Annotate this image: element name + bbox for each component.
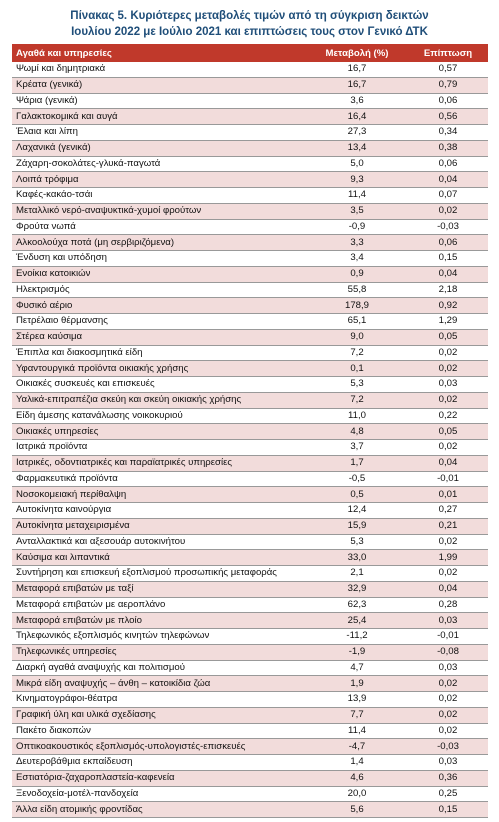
row-item-name: Άλλα είδη ατομικής φροντίδας xyxy=(12,802,306,818)
row-impact: 0,02 xyxy=(408,676,488,692)
row-item-name: Μεταφορά επιβατών με πλοίο xyxy=(12,613,306,629)
row-change-pct: 3,7 xyxy=(306,440,408,456)
row-item-name: Ενοίκια κατοικιών xyxy=(12,266,306,282)
row-item-name: Καύσιμα και λιπαντικά xyxy=(12,550,306,566)
table-title xyxy=(0,8,499,40)
price-changes-table xyxy=(12,44,488,818)
row-item-name: Δευτεροβάθμια εκπαίδευση xyxy=(12,755,306,771)
row-change-pct: 7,2 xyxy=(306,345,408,361)
row-item-name: Πετρέλαιο θέρμανσης xyxy=(12,314,306,330)
table-row xyxy=(12,314,488,330)
row-impact: 0,15 xyxy=(408,802,488,818)
row-item-name: Οικιακές συσκευές και επισκευές xyxy=(12,377,306,393)
table-row xyxy=(12,676,488,692)
table-row xyxy=(12,487,488,503)
row-change-pct: 3,6 xyxy=(306,93,408,109)
row-impact: 0,04 xyxy=(408,455,488,471)
row-change-pct: 1,7 xyxy=(306,455,408,471)
row-impact: 2,18 xyxy=(408,282,488,298)
row-impact: 0,92 xyxy=(408,298,488,314)
table-row xyxy=(12,377,488,393)
table-row xyxy=(12,140,488,156)
table-row xyxy=(12,660,488,676)
row-change-pct: 4,6 xyxy=(306,770,408,786)
row-impact: 0,56 xyxy=(408,109,488,125)
row-item-name: Φαρμακευτικά προϊόντα xyxy=(12,471,306,487)
row-impact: 0,02 xyxy=(408,440,488,456)
row-item-name: Αυτοκίνητα μεταχειρισμένα xyxy=(12,518,306,534)
row-change-pct: 33,0 xyxy=(306,550,408,566)
row-change-pct: -4,7 xyxy=(306,739,408,755)
row-impact: 0,02 xyxy=(408,392,488,408)
table-row xyxy=(12,534,488,550)
row-impact: 0,03 xyxy=(408,377,488,393)
row-change-pct: 7,2 xyxy=(306,392,408,408)
table-row xyxy=(12,503,488,519)
table-row xyxy=(12,424,488,440)
row-change-pct: 9,0 xyxy=(306,329,408,345)
table-row xyxy=(12,613,488,629)
table-row xyxy=(12,408,488,424)
row-change-pct: 5,0 xyxy=(306,156,408,172)
row-item-name: Φυσικό αέριο xyxy=(12,298,306,314)
row-item-name: Λοιπά τρόφιμα xyxy=(12,172,306,188)
row-item-name: Ανταλλακτικά και αξεσουάρ αυτοκινήτου xyxy=(12,534,306,550)
row-impact: 0,02 xyxy=(408,692,488,708)
row-item-name: Στέρεα καύσιμα xyxy=(12,329,306,345)
row-change-pct: -11,2 xyxy=(306,629,408,645)
table-row xyxy=(12,93,488,109)
row-change-pct: 13,4 xyxy=(306,140,408,156)
row-item-name: Τηλεφωνικός εξοπλισμός κινητών τηλεφώνων xyxy=(12,629,306,645)
row-item-name: Ιατρικά προϊόντα xyxy=(12,440,306,456)
table-row xyxy=(12,566,488,582)
header-goods-services: Αγαθά και υπηρεσίες xyxy=(12,44,306,62)
row-change-pct: 5,3 xyxy=(306,534,408,550)
row-item-name: Ένδυση και υπόδηση xyxy=(12,251,306,267)
row-impact: 1,99 xyxy=(408,550,488,566)
row-item-name: Φρούτα νωπά xyxy=(12,219,306,235)
row-item-name: Αυτοκίνητα καινούργια xyxy=(12,503,306,519)
row-item-name: Εστιατόρια-ζαχαροπλαστεία-καφενεία xyxy=(12,770,306,786)
row-impact: 0,79 xyxy=(408,77,488,93)
row-change-pct: 4,8 xyxy=(306,424,408,440)
row-impact: -0,03 xyxy=(408,219,488,235)
table-row xyxy=(12,692,488,708)
table-row xyxy=(12,345,488,361)
row-item-name: Ζάχαρη-σοκολάτες-γλυκά-παγωτά xyxy=(12,156,306,172)
table-row xyxy=(12,597,488,613)
title-line-1: Πίνακας 5. Κυριότερες μεταβολές τιμών από τη σύγκριση δεικτών xyxy=(70,10,429,22)
row-impact: 0,02 xyxy=(408,534,488,550)
row-impact: 0,03 xyxy=(408,613,488,629)
row-impact: 0,01 xyxy=(408,487,488,503)
row-change-pct: 9,3 xyxy=(306,172,408,188)
row-item-name: Υφαντουργικά προϊόντα οικιακής χρήσης xyxy=(12,361,306,377)
row-item-name: Μεταφορά επιβατών με ταξί xyxy=(12,581,306,597)
table-row xyxy=(12,629,488,645)
row-change-pct: 55,8 xyxy=(306,282,408,298)
row-impact: 0,03 xyxy=(408,660,488,676)
row-item-name: Νοσοκομειακή περίθαλψη xyxy=(12,487,306,503)
row-change-pct: 3,3 xyxy=(306,235,408,251)
row-impact: -0,01 xyxy=(408,471,488,487)
table-row xyxy=(12,266,488,282)
row-impact: 0,22 xyxy=(408,408,488,424)
title-line-2: Ιουλίου 2022 με Ιούλιο 2021 και επιπτώσεις τους στον Γενικό ΔΤΚ xyxy=(71,26,428,38)
row-item-name: Έλαια και λίπη xyxy=(12,125,306,141)
row-impact: -0,01 xyxy=(408,629,488,645)
row-impact: -0,08 xyxy=(408,644,488,660)
row-change-pct: -0,5 xyxy=(306,471,408,487)
row-item-name: Ξενοδοχεία-μοτέλ-πανδοχεία xyxy=(12,786,306,802)
row-change-pct: 2,1 xyxy=(306,566,408,582)
row-impact: 0,02 xyxy=(408,203,488,219)
row-change-pct: 0,5 xyxy=(306,487,408,503)
row-item-name: Ιατρικές, οδοντιατρικές και παραϊατρικές υπηρεσίες xyxy=(12,455,306,471)
row-impact: 0,04 xyxy=(408,172,488,188)
row-impact: 0,06 xyxy=(408,235,488,251)
table-header-row xyxy=(12,44,488,62)
table-row xyxy=(12,723,488,739)
row-change-pct: 16,4 xyxy=(306,109,408,125)
row-impact: 0,05 xyxy=(408,424,488,440)
table-row xyxy=(12,77,488,93)
row-impact: 0,06 xyxy=(408,93,488,109)
row-item-name: Ψωμί και δημητριακά xyxy=(12,62,306,77)
row-impact: 0,03 xyxy=(408,755,488,771)
row-item-name: Λαχανικά (γενικά) xyxy=(12,140,306,156)
row-impact: 0,05 xyxy=(408,329,488,345)
table-row xyxy=(12,251,488,267)
row-change-pct: 3,5 xyxy=(306,203,408,219)
row-impact: -0,03 xyxy=(408,739,488,755)
row-item-name: Μικρά είδη αναψυχής – άνθη – κατοικίδια ζώα xyxy=(12,676,306,692)
table-row xyxy=(12,802,488,818)
row-change-pct: -0,9 xyxy=(306,219,408,235)
table-row xyxy=(12,392,488,408)
row-impact: 0,02 xyxy=(408,361,488,377)
table-row xyxy=(12,109,488,125)
row-item-name: Είδη άμεσης κατανάλωσης νοικοκυριού xyxy=(12,408,306,424)
row-item-name: Οικιακές υπηρεσίες xyxy=(12,424,306,440)
row-change-pct: 1,9 xyxy=(306,676,408,692)
row-change-pct: 4,7 xyxy=(306,660,408,676)
row-change-pct: 15,9 xyxy=(306,518,408,534)
row-item-name: Έπιπλα και διακοσμητικά είδη xyxy=(12,345,306,361)
row-impact: 0,21 xyxy=(408,518,488,534)
row-impact: 1,29 xyxy=(408,314,488,330)
row-change-pct: 0,1 xyxy=(306,361,408,377)
row-impact: 0,04 xyxy=(408,266,488,282)
row-impact: 0,15 xyxy=(408,251,488,267)
row-item-name: Καφές-κακάο-τσάι xyxy=(12,188,306,204)
table-row xyxy=(12,172,488,188)
row-change-pct: 16,7 xyxy=(306,62,408,77)
row-impact: 0,57 xyxy=(408,62,488,77)
row-change-pct: 25,4 xyxy=(306,613,408,629)
row-item-name: Τηλεφωνικές υπηρεσίες xyxy=(12,644,306,660)
row-item-name: Μεταλλικό νερό-αναψυκτικά-χυμοί φρούτων xyxy=(12,203,306,219)
row-impact: 0,04 xyxy=(408,581,488,597)
row-item-name: Κινηματογράφοι-θέατρα xyxy=(12,692,306,708)
table-row xyxy=(12,188,488,204)
table-row xyxy=(12,707,488,723)
table-body xyxy=(12,62,488,818)
row-change-pct: 3,4 xyxy=(306,251,408,267)
row-item-name: Γραφική ύλη και υλικά σχεδίασης xyxy=(12,707,306,723)
row-impact: 0,02 xyxy=(408,566,488,582)
row-change-pct: 27,3 xyxy=(306,125,408,141)
row-impact: 0,27 xyxy=(408,503,488,519)
row-impact: 0,36 xyxy=(408,770,488,786)
row-item-name: Γαλακτοκομικά και αυγά xyxy=(12,109,306,125)
row-impact: 0,34 xyxy=(408,125,488,141)
table-row xyxy=(12,786,488,802)
row-item-name: Πακέτο διακοπών xyxy=(12,723,306,739)
table-row xyxy=(12,581,488,597)
row-change-pct: 16,7 xyxy=(306,77,408,93)
row-change-pct: 0,9 xyxy=(306,266,408,282)
row-impact: 0,06 xyxy=(408,156,488,172)
row-impact: 0,25 xyxy=(408,786,488,802)
table-row xyxy=(12,235,488,251)
row-impact: 0,02 xyxy=(408,723,488,739)
row-change-pct: 11,4 xyxy=(306,723,408,739)
table-row xyxy=(12,440,488,456)
row-change-pct: 7,7 xyxy=(306,707,408,723)
row-impact: 0,28 xyxy=(408,597,488,613)
table-row xyxy=(12,550,488,566)
table-row xyxy=(12,282,488,298)
table-row xyxy=(12,125,488,141)
table-row xyxy=(12,455,488,471)
table-row xyxy=(12,298,488,314)
row-change-pct: 178,9 xyxy=(306,298,408,314)
table-row xyxy=(12,203,488,219)
table-row xyxy=(12,156,488,172)
row-impact: 0,38 xyxy=(408,140,488,156)
row-change-pct: 65,1 xyxy=(306,314,408,330)
table-row xyxy=(12,62,488,77)
table-row xyxy=(12,329,488,345)
row-change-pct: 62,3 xyxy=(306,597,408,613)
table-row xyxy=(12,755,488,771)
row-change-pct: 11,0 xyxy=(306,408,408,424)
table-row xyxy=(12,739,488,755)
row-change-pct: 20,0 xyxy=(306,786,408,802)
row-item-name: Μεταφορά επιβατών με αεροπλάνο xyxy=(12,597,306,613)
row-item-name: Κρέατα (γενικά) xyxy=(12,77,306,93)
table-row xyxy=(12,518,488,534)
row-impact: 0,02 xyxy=(408,707,488,723)
row-item-name: Συντήρηση και επισκευή εξοπλισμού προσωπικής μεταφοράς xyxy=(12,566,306,582)
table-row xyxy=(12,471,488,487)
row-impact: 0,02 xyxy=(408,345,488,361)
header-change-pct: Μεταβολή (%) xyxy=(306,44,408,62)
row-change-pct: 1,4 xyxy=(306,755,408,771)
row-item-name: Αλκοολούχα ποτά (μη σερβιριζόμενα) xyxy=(12,235,306,251)
row-change-pct: -1,9 xyxy=(306,644,408,660)
row-item-name: Ηλεκτρισμός xyxy=(12,282,306,298)
header-impact: Επίπτωση xyxy=(408,44,488,62)
row-change-pct: 5,6 xyxy=(306,802,408,818)
row-change-pct: 13,9 xyxy=(306,692,408,708)
row-item-name: Διαρκή αγαθά αναψυχής και πολιτισμού xyxy=(12,660,306,676)
table-row xyxy=(12,361,488,377)
row-change-pct: 12,4 xyxy=(306,503,408,519)
table-row xyxy=(12,770,488,786)
row-impact: 0,07 xyxy=(408,188,488,204)
row-item-name: Ψάρια (γενικά) xyxy=(12,93,306,109)
table-row xyxy=(12,219,488,235)
row-item-name: Υαλικά-επιτραπέζια σκεύη και σκεύη οικιακής χρήσης xyxy=(12,392,306,408)
table-row xyxy=(12,644,488,660)
row-change-pct: 11,4 xyxy=(306,188,408,204)
row-change-pct: 32,9 xyxy=(306,581,408,597)
row-change-pct: 5,3 xyxy=(306,377,408,393)
row-item-name: Οπτικοακουστικός εξοπλισμός-υπολογιστές-επισκευές xyxy=(12,739,306,755)
